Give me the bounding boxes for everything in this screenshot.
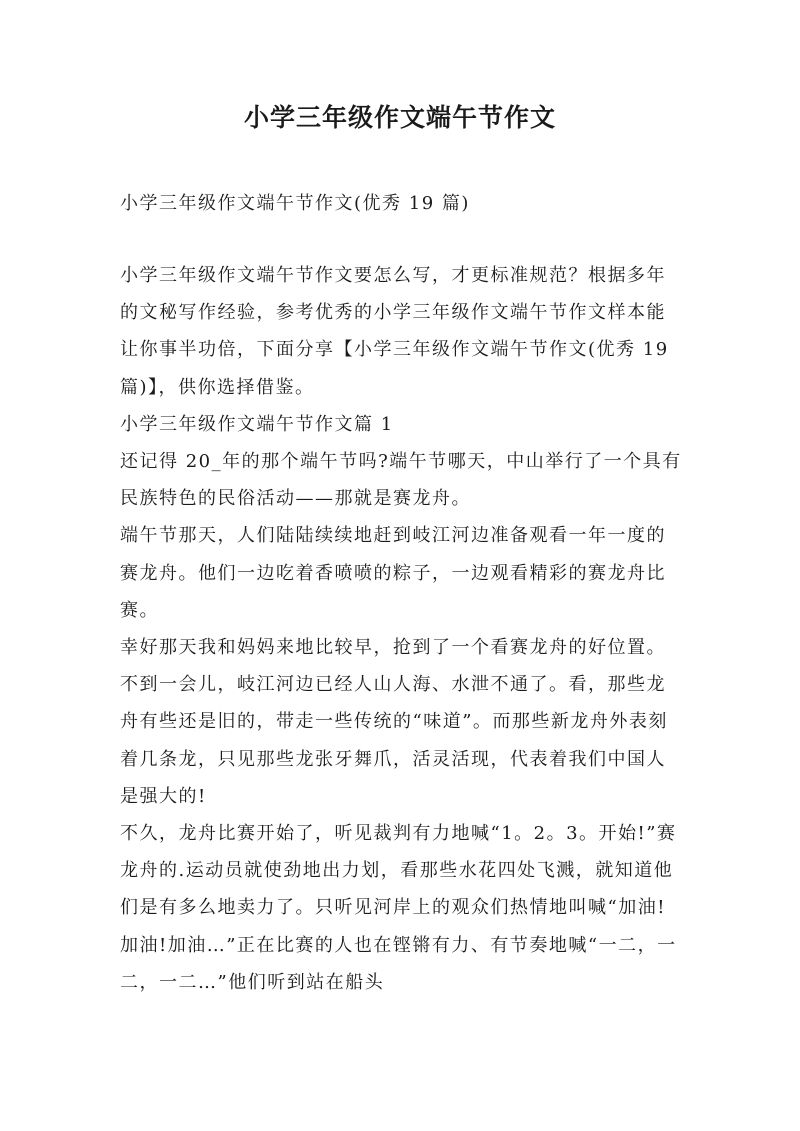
body-paragraph: 不久，龙舟比赛开始了，听见裁判有力地喊“1。2。3。开始!”赛龙舟的.运动员就使劲地出力划，看那些水花四处飞溅，就知道他们是有多么地卖力了。只听见河岸上的观众们热情地叫喊“加油!加油!加油…”正在比赛的人也在铿锵有力、有节奏地喊“一二，一二，一二…”他们听到站在船头: [120, 823, 677, 993]
intro-paragraph: 小学三年级作文端午节作文要怎么写，才更标准规范？根据多年的文秘写作经验，参考优秀的小学三年级作文端午节作文样本能让你事半功倍，下面分享【小学三年级作文端午节作文(优秀 19 篇)】，供你选择借鉴。: [120, 265, 669, 398]
section-heading: 小学三年级作文端午节作文篇 1: [120, 413, 394, 435]
body-paragraph: 还记得 20_年的那个端午节吗?端午节哪天，中山举行了一个具有民族特色的民俗活动——那就是赛龙舟。: [120, 451, 682, 510]
body-paragraph: 端午节那天，人们陆陆续续地赶到岐江河边准备观看一年一度的赛龙舟。他们一边吃着香喷喷的粽子，一边观看精彩的赛龙舟比赛。: [120, 525, 666, 621]
document-body: [120, 257, 682, 1001]
page-title: 小学三年级作文端午节作文: [243, 103, 556, 132]
body-paragraph: 幸好那天我和妈妈来地比较早，抢到了一个看赛龙舟的好位置。不到一会儿，岐江河边已经人山人海、水泄不通了。看，那些龙舟有些还是旧的，带走一些传统的“味道”。而那些新龙舟外表刻着几条龙，只见那些龙张牙舞爪，活灵活现，代表着我们中国人是强大的!: [120, 637, 668, 807]
document-subtitle: 小学三年级作文端午节作文(优秀 19 篇): [120, 193, 470, 214]
